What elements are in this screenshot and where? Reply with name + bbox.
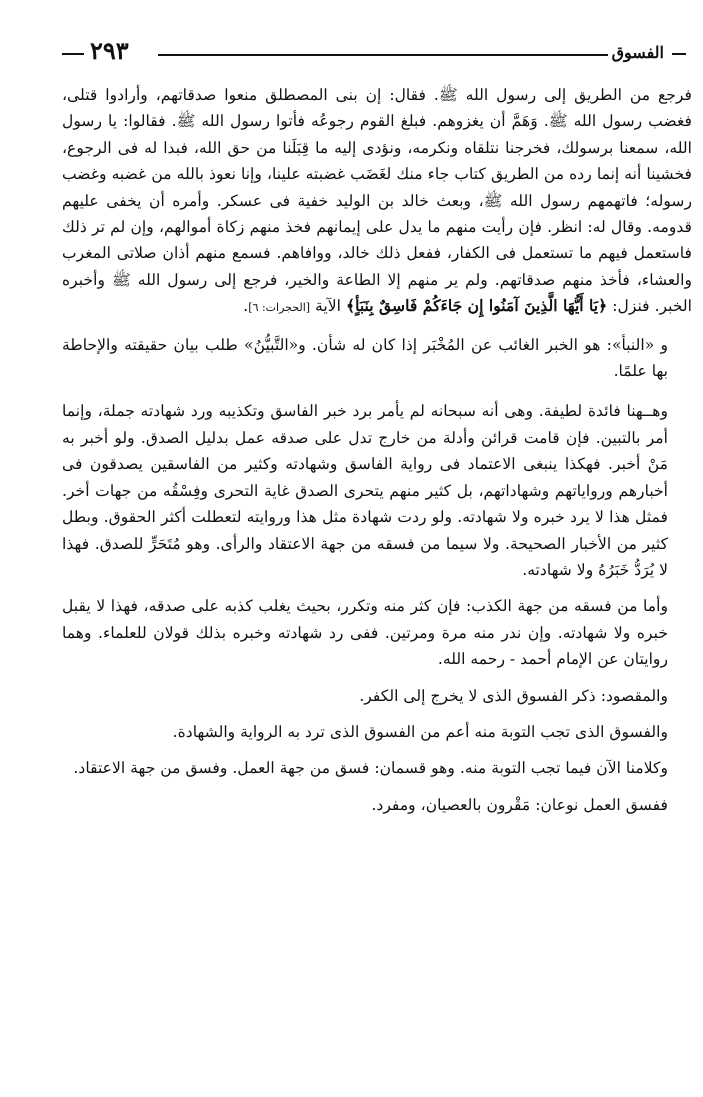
paragraph: وكلامنا الآن فيما تجب التوبة منه. وهو قسمان: فسق من جهة العمل. وفسق من جهة الاعتقاد. xyxy=(73,759,668,778)
quran-verse: ﴿يَا أَيُّهَا الَّذِينَ آمَنُوا إِن جَاءَكُمْ فَاسِقٌ بِنَبَأٍ﴾ xyxy=(345,296,608,316)
verse-prefix: فنزل: xyxy=(612,297,650,316)
chapter-title: الفسوق xyxy=(611,43,664,62)
paragraph: والفسوق الذى تجب التوبة منه أعم من الفسوق الذى ترد به الرواية والشهادة. xyxy=(172,722,668,741)
page-body xyxy=(62,82,692,818)
paragraph: والمقصود: ذكر الفسوق الذى لا يخرج إلى الكفر. xyxy=(359,686,668,705)
header-dash-left xyxy=(62,53,84,55)
paragraph: وهــهنا فائدة لطيفة. وهى أنه سبحانه لم يأمر برد خبر الفاسق وتكذيبه ورد شهادته جملة، وإنما أمر بالتبين. فإن قامت قرائن وأدلة من خارج تدل على صدقه عمل بدليل الصدق. ولو أخبر به مَنْ أخبر. فهكذا ينبغى الاعتماد فى رواية الفاسق وشهادته وكثير من الفاسقين يصدقون فى أخبارهم ورواياتهم وشهاداتهم، بل كثير منهم يتحرى الصدق غاية التحرى وفِسْقُه من جهات أخر. فمثل هذا لا يرد خبره ولا شهادته. ولو ردت شهادة مثل هذا وروايته لتعطلت أكثر الحقوق. وبطل كثير من الأخبار الصحيحة. ولا سيما من فسقه من جهة الاعتقاد والرأى. وهو مُتَحَرٍّ للصدق. فهذا لا يُرَدُّ خَبَرُهُ ولا شهادته. xyxy=(62,402,668,579)
verse-reference: [الحجرات: ٦] xyxy=(248,301,311,315)
page-number: ٢٩٣ xyxy=(90,36,129,65)
paragraph: ففسق العمل نوعان: مَقْرون بالعصيان، ومفرد. xyxy=(371,795,668,814)
header-dash-right xyxy=(672,53,686,55)
paragraph: و «النبأ»: هو الخبر الغائب عن المُخْبَر إذا كان له شأن. و«التَّبيُّنُ» طلب بيان حقيقته والإحاطة بها علمًا. xyxy=(62,335,668,381)
paragraph-text: فرجع من الطريق إلى رسول الله ﷺ. فقال: إن بنى المصطلق منعوا صدقاتهم، وأرادوا قتلى، فغضب رسول الله ﷺ. وَهَمَّ أن يغزوهم. فبلغ القوم رجوعُه فأتوا رسول الله ﷺ. فقالوا: يا رسول الله، سمعنا برسولك، فخرجنا نتلقاه ونكرمه، ونؤدى إليه ما قِبَلَنا من حق الله، فبدا له فى الرجوع، فخشينا أنه إنما رده من الطريق كتاب جاء منك لغَضَب غضبته علينا، وإنا نعوذ بالله من غضبه وغضب رسوله؛ فاتهمهم رسول الله ﷺ، وبعث خالد بن الوليد خفية فى عسكر. وأمره أن يخفى عليهم قدومه. وقال له: انظر. فإن رأيت منهم ما يدل على إيمانهم فخذ منهم زكاة أموالهم، وإن لم تر ذلك فاستعمل فيهم ما تستعمل فى الكفار، ففعل ذلك خالد، ووافاهم. فسمع منهم أذان صلاتى المغرب والعشاء، فأخذ منهم صدقاتهم. ولم ير منهم إلا الطاعة والخير، فرجع إلى رسول الله ﷺ وأخبره الخبر. xyxy=(62,86,692,316)
verse-label: الآية xyxy=(315,297,341,316)
paragraph: فرجع من الطريق إلى رسول الله ﷺ. فقال: إن بنى المصطلق منعوا صدقاتهم، وأرادوا قتلى، فغضب رسول الله ﷺ. وَهَمَّ أن يغزوهم. فبلغ القوم رجوعُه فأتوا رسول الله ﷺ. فقالوا: يا رسول الله، سمعنا برسولك، فخرجنا نتلقاه ونكرمه، ونؤدى إليه ما قِبَلَنا من حق الله، فبدا له فى الرجوع، فخشينا أنه إنما رده من الطريق كتاب جاء منك لغَضَب غضبته علينا، وإنا نعوذ بالله من غضبه وغضب رسوله؛ فاتهمهم رسول الله ﷺ، وبعث خالد بن الوليد خفية فى عسكر. وأمره أن يخفى عليهم قدومه. وقال له: انظر. فإن رأيت منهم ما يدل على إيمانهم فخذ منهم زكاة أموالهم، وإن لم تر ذلك فاستعمل فيهم ما تستعمل فى الكفار، ففعل ذلك خالد، ووافاهم. فسمع منهم أذان صلاتى المغرب والعشاء، فأخذ منهم صدقاتهم. ولم ير منهم إلا الطاعة والخير، فرجع إلى رسول الله ﷺ وأخبره الخبر. فنزل: ﴿يَا أَيُّهَا الَّذِينَ آمَنُوا إِن جَاءَكُمْ فَاسِقٌ بِنَبَأٍ﴾ الآية [الحجرات: ٦]. xyxy=(62,86,692,316)
page-header xyxy=(62,36,686,68)
paragraph: وأما من فسقه من جهة الكذب: فإن كثر منه وتكرر، بحيث يغلب كذبه على صدقه، فهذا لا يقبل خبره ولا شهادته. وإن ندر منه مرة ومرتين. ففى رد شهادته وخبره بذلك قولان للعلماء. وهما روايتان عن الإمام أحمد - رحمه الله. xyxy=(62,597,668,669)
header-rule xyxy=(158,54,608,56)
